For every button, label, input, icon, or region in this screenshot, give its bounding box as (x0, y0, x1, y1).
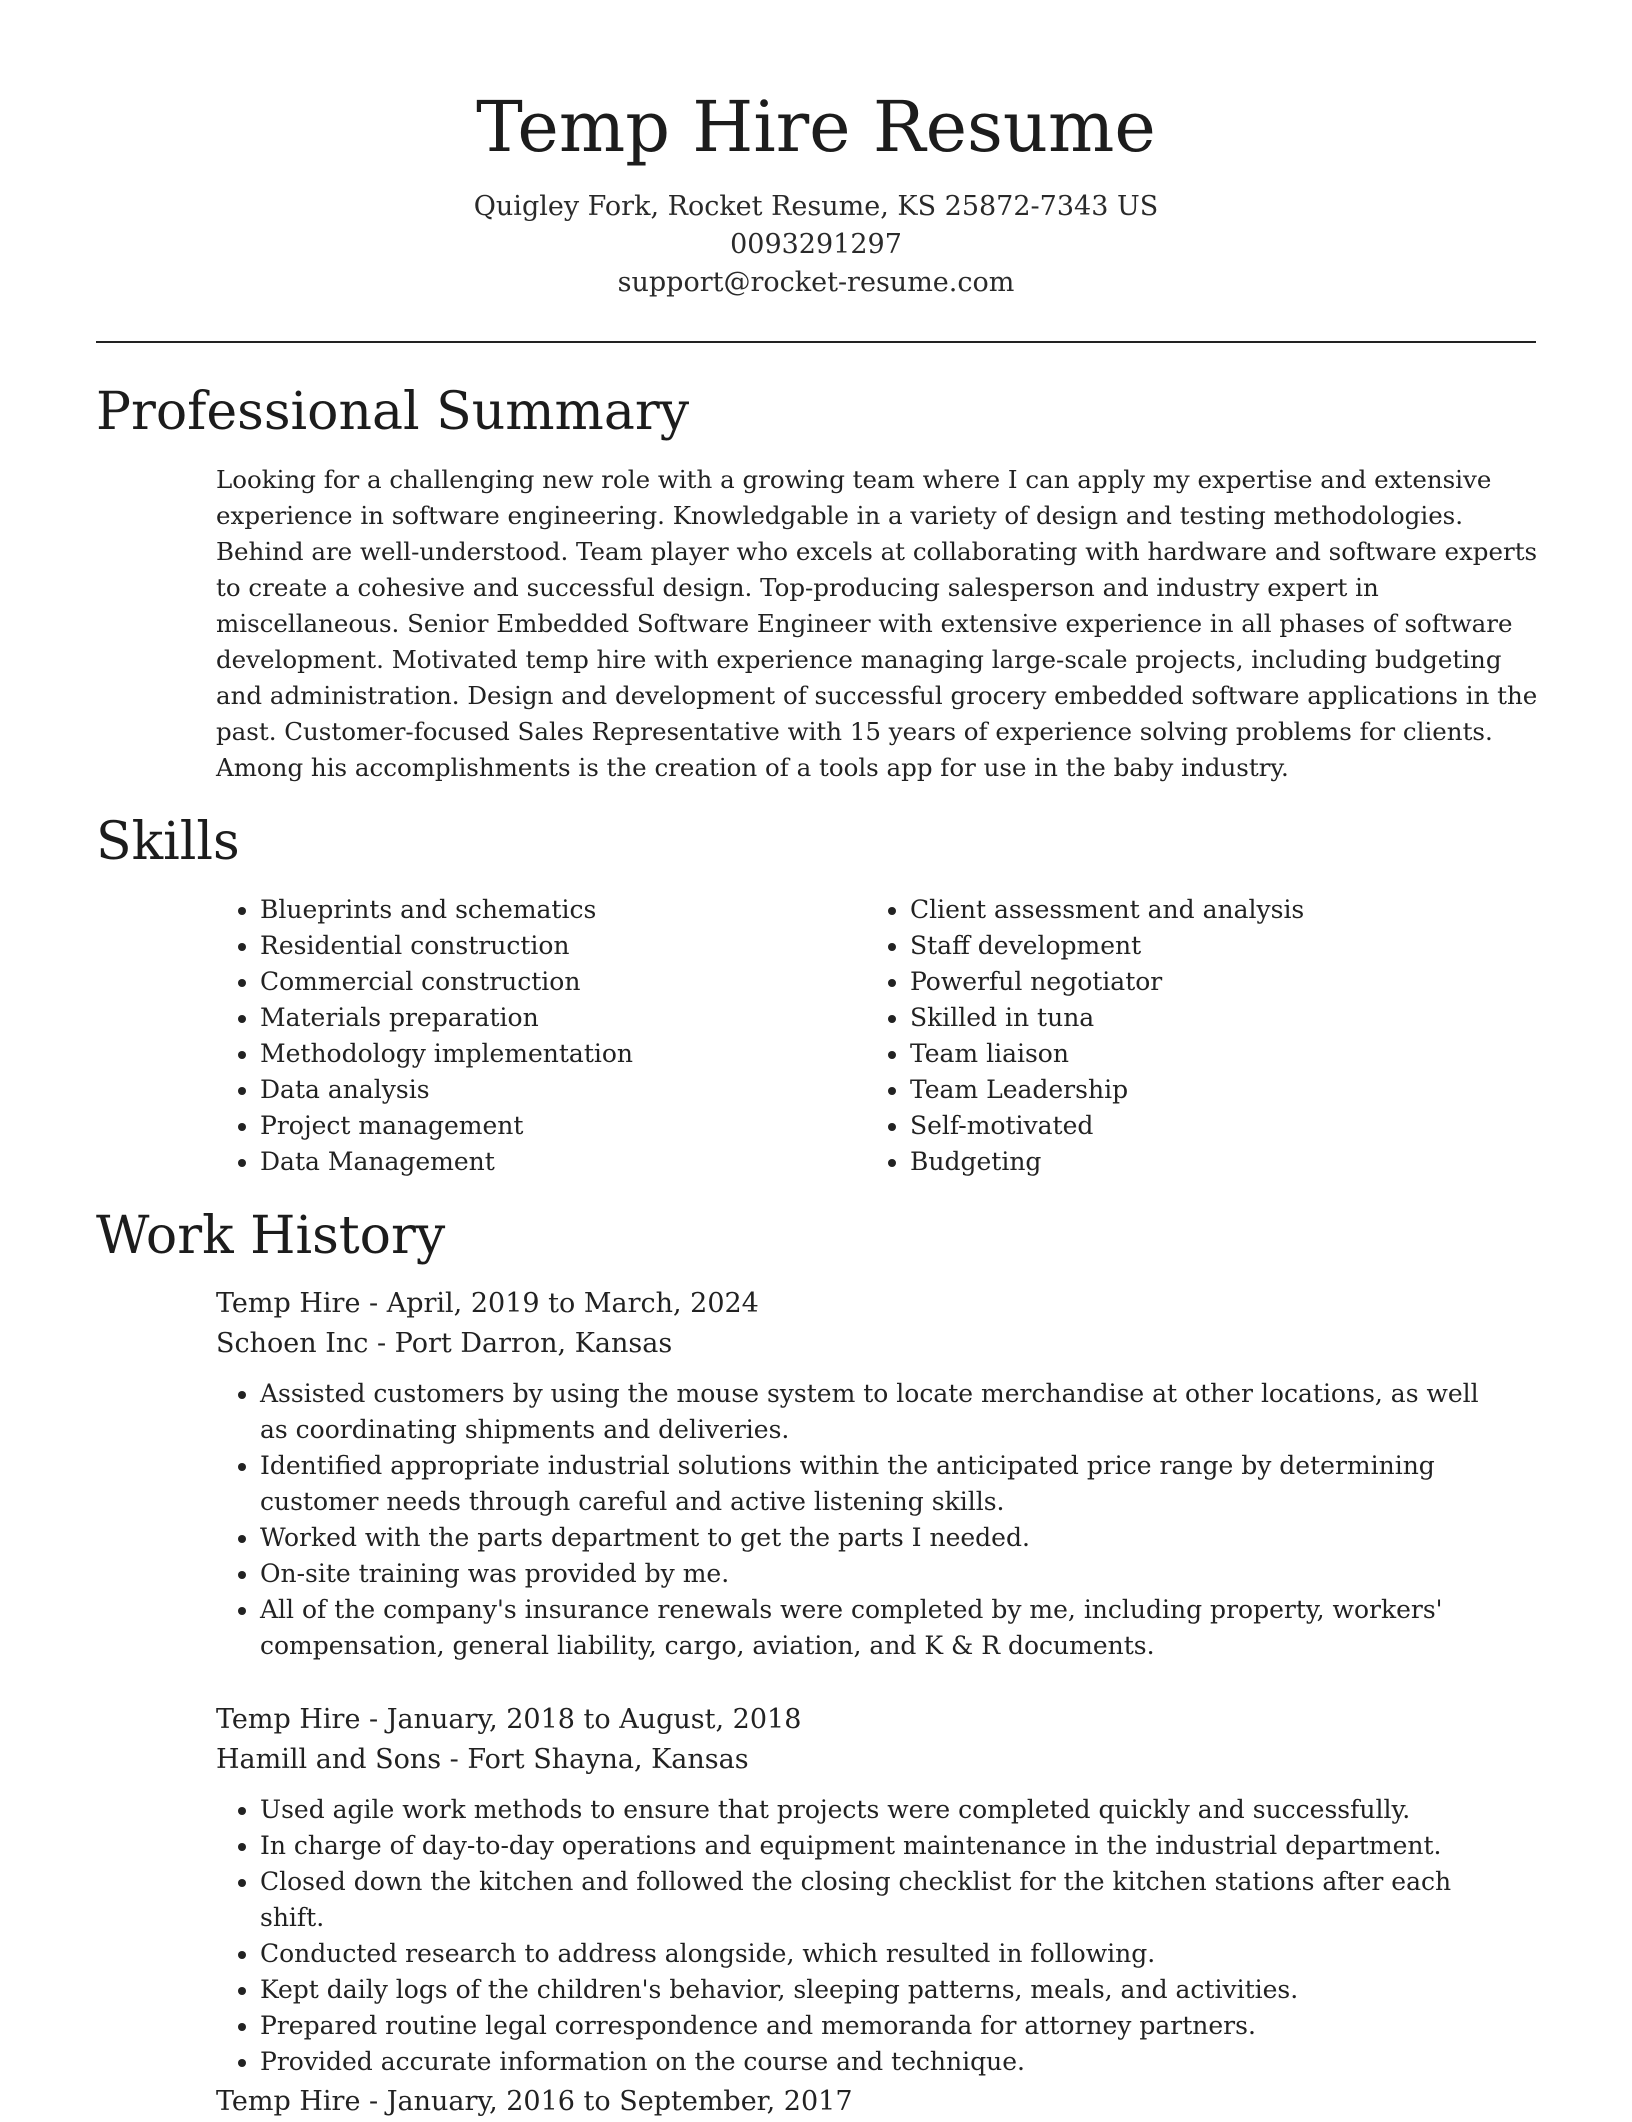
skills-column-right (866, 892, 1304, 1180)
job-title-dates: Temp Hire - January, 2018 to August, 2018 (216, 1704, 802, 1735)
job-duty: • Provided accurate information on the course and technique. (260, 2044, 1500, 2080)
contact-email: support@rocket-resume.com (617, 267, 1015, 298)
header-divider (96, 341, 1536, 343)
contact-info (96, 188, 1536, 302)
skill-item: • Budgeting (910, 1144, 1304, 1180)
skill-item: • Data analysis (260, 1072, 633, 1108)
job-duty: • Used agile work methods to ensure that projects were completed quickly and successfully. (260, 1792, 1500, 1828)
work-history-heading: Work History (96, 1206, 446, 1266)
skill-item: • Team liaison (910, 1036, 1304, 1072)
summary-heading: Professional Summary (96, 382, 690, 442)
skill-item: • Data Management (260, 1144, 633, 1180)
job-duty: • Assisted customers by using the mouse system to locate merchandise at other locations, as well as coordinating shipments and deliveries. (260, 1376, 1500, 1448)
skill-item: • Blueprints and schematics (260, 892, 633, 928)
skill-item: • Team Leadership (910, 1072, 1304, 1108)
contact-phone: 0093291297 (730, 229, 902, 260)
job-entry (216, 1284, 1536, 1664)
job-duty: • All of the company's insurance renewals were completed by me, including property, workers' compensation, general liability, cargo, aviation, and K & R documents. (260, 1592, 1500, 1664)
job-duty: • Worked with the parts department to get the parts I needed. (260, 1520, 1500, 1556)
skill-item: • Powerful negotiator (910, 964, 1304, 1000)
skill-item: • Materials preparation (260, 1000, 633, 1036)
skills-column-left (216, 892, 633, 1180)
job-company-location: Schoen Inc - Port Darron, Kansas (216, 1328, 673, 1359)
resume-header (96, 82, 1536, 302)
skill-item: • Client assessment and analysis (910, 892, 1304, 928)
skill-item: • Residential construction (260, 928, 633, 964)
skill-item: • Methodology implementation (260, 1036, 633, 1072)
job-title-dates: Temp Hire - April, 2019 to March, 2024 (216, 1288, 759, 1319)
job-duty: • Conducted research to address alongside, which resulted in following. (260, 1936, 1500, 1972)
skill-item: • Commercial construction (260, 964, 633, 1000)
job-entry (216, 1700, 1536, 2080)
job-company-location: Hamill and Sons - Fort Shayna, Kansas (216, 1744, 749, 1775)
job-duty: • On-site training was provided by me. (260, 1556, 1500, 1592)
job-duty: • Closed down the kitchen and followed the closing checklist for the kitchen stations after each shift. (260, 1864, 1500, 1936)
job-entry (216, 2082, 1536, 2122)
skill-item: • Skilled in tuna (910, 1000, 1304, 1036)
job-duty: • Kept daily logs of the children's behavior, sleeping patterns, meals, and activities. (260, 1972, 1500, 2008)
skill-item: • Staff development (910, 928, 1304, 964)
job-duty: • Prepared routine legal correspondence and memoranda for attorney partners. (260, 2008, 1500, 2044)
job-duty: • In charge of day-to-day operations and equipment maintenance in the industrial department. (260, 1828, 1500, 1864)
job-duties (216, 1792, 1500, 2080)
skill-item: • Self-motivated (910, 1108, 1304, 1144)
skill-item: • Project management (260, 1108, 633, 1144)
summary-text: Looking for a challenging new role with a growing team where I can apply my expertise and extensive experience in software engineering. Knowledgable in a variety of design and testing methodologies. Behind are well-understood. Team player who excels at collaborating with hardware and software experts to create a cohesive and successful design. Top-producing salesperson and industry expert in miscellaneous. Senior Embedded Software Engineer with extensive experience in all phases of software development. Motivated temp hire with experience managing large-scale projects, including budgeting and administration. Design and development of successful grocery embedded software applications in the past. Customer-focused Sales Representative with 15 years of experience solving problems for clients. Among his accomplishments is the creation of a tools app for use in the baby industry. (216, 465, 1538, 782)
job-title-dates: Temp Hire - January, 2016 to September, 2017 (216, 2086, 853, 2117)
resume-title: Temp Hire Resume (476, 86, 1156, 168)
job-duties (216, 1376, 1500, 1664)
job-duty: • Identified appropriate industrial solutions within the anticipated price range by determining customer needs through careful and active listening skills. (260, 1448, 1500, 1520)
skills-heading: Skills (96, 812, 240, 872)
contact-address: Quigley Fork, Rocket Resume, KS 25872-7343 US (473, 191, 1159, 222)
